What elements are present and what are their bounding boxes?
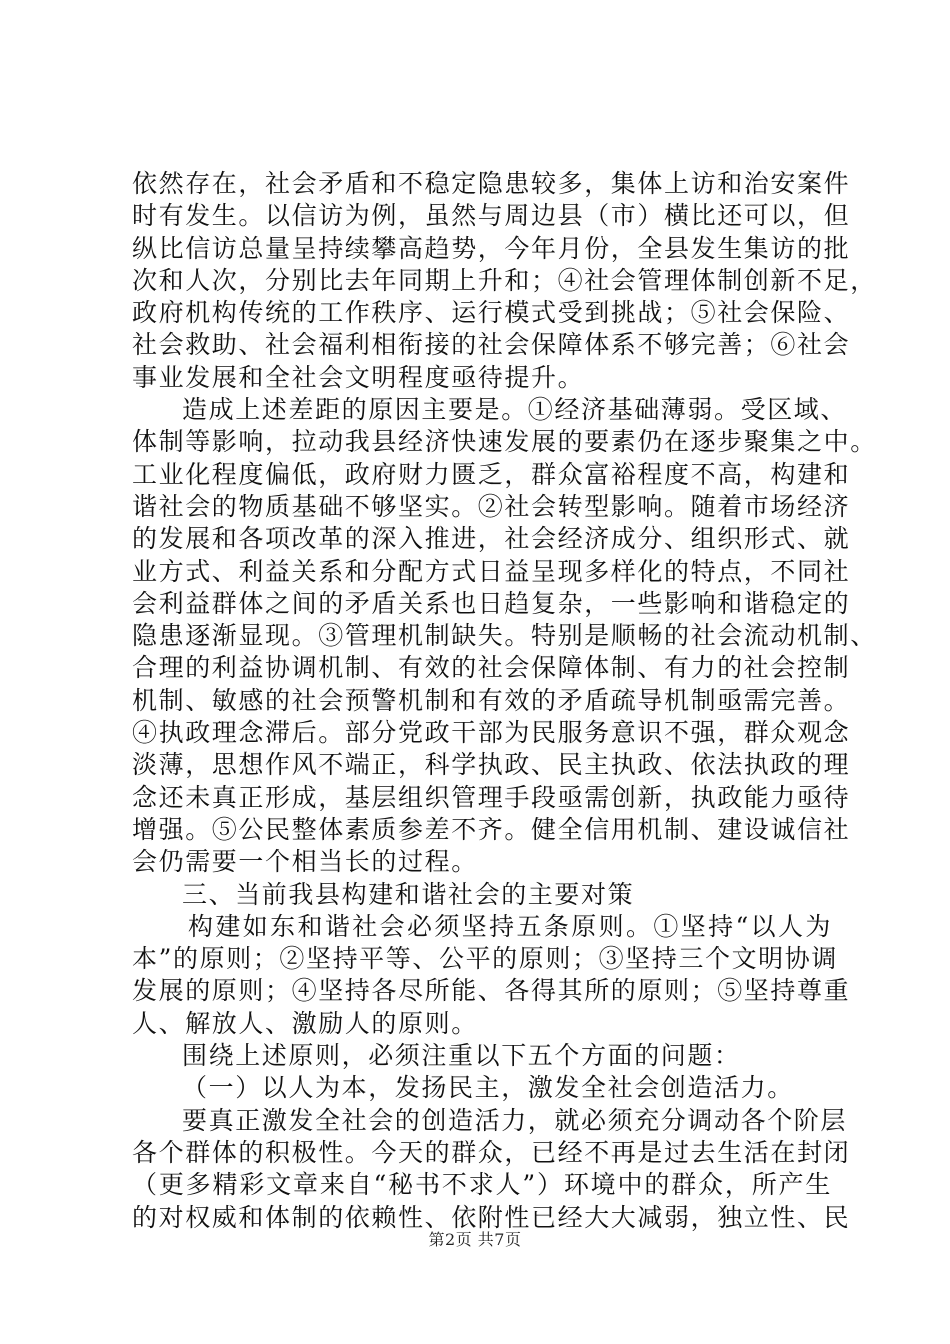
text-line: 次和人次，分别比去年同期上升和；④社会管理体制创新不足， xyxy=(132,265,877,295)
text-line: 事业发展和全社会文明程度亟待提升。 xyxy=(132,362,585,392)
text-line: 工业化程度偏低，政府财力匮乏，群众富裕程度不高，构建和 xyxy=(132,459,851,489)
document-body xyxy=(132,168,877,1234)
text-line: 机制、敏感的社会预警机制和有效的矛盾疏导机制亟需完善。 xyxy=(132,685,851,715)
text-line: 要真正激发全社会的创造活力，就必须充分调动各个阶层 xyxy=(182,1105,848,1135)
text-line: 会利益群体之间的矛盾关系也日趋复杂，一些影响和谐稳定的 xyxy=(132,588,851,618)
section-heading-countermeasures xyxy=(132,879,832,911)
paragraph-principles xyxy=(132,911,851,1040)
section-heading: 三、当前我县构建和谐社会的主要对策 xyxy=(182,879,635,909)
text-line: 构建如东和谐社会必须坚持五条原则。①坚持“以人为 xyxy=(188,911,832,941)
text-line: 隐患逐渐显现。③管理机制缺失。特别是顺畅的社会流动机制、 xyxy=(132,621,877,651)
text-line: 本”的原则；②坚持平等、公平的原则；③坚持三个文明协调 xyxy=(132,944,838,974)
paragraph-causes xyxy=(132,394,877,878)
paragraph-social-issues xyxy=(132,168,877,394)
text-line: 人、解放人、激励人的原则。 xyxy=(132,1008,478,1038)
subheading-people-oriented xyxy=(132,1072,832,1104)
text-line: 的对权威和体制的依赖性、依附性已经大大减弱，独立性、民 xyxy=(132,1202,851,1232)
text-line: 增强。⑤公民整体素质参差不齐。健全信用机制、建设诚信社 xyxy=(132,814,851,844)
text-line: 各个群体的积极性。今天的群众，已经不再是过去生活在封闭 xyxy=(132,1137,851,1167)
paragraph-five-aspects xyxy=(132,1040,832,1072)
text-line: 业方式、利益关系和分配方式日益呈现多样化的特点，不同社 xyxy=(132,556,851,586)
text-line: 念还未真正形成，基层组织管理手段亟需创新，执政能力亟待 xyxy=(132,782,851,812)
text-line: 依然存在，社会矛盾和不稳定隐患较多，集体上访和治安案件 xyxy=(132,169,851,198)
text-line: 时有发生。以信访为例，虽然与周边县（市）横比还可以，但 xyxy=(132,201,851,231)
text-line: （更多精彩文章来自“秘书不求人”）环境中的群众，所产生 xyxy=(132,1170,832,1200)
text-line: 会仍需要一个相当长的过程。 xyxy=(132,847,478,877)
text-line: 造成上述差距的原因主要是。①经济基础薄弱。受区域、 xyxy=(182,395,848,425)
text-line: 社会救助、社会福利相衔接的社会保障体系不够完善；⑥社会 xyxy=(132,330,851,360)
text-line: 围绕上述原则，必须注重以下五个方面的问题： xyxy=(182,1041,741,1071)
text-line: 纵比信访总量呈持续攀高趋势，今年月份，全县发生集访的批 xyxy=(132,233,851,263)
text-line: 淡薄，思想作风不端正，科学执政、民主执政、依法执政的理 xyxy=(132,750,851,780)
page-number-footer: 第2页 共7页 xyxy=(428,1230,522,1249)
text-line: 的发展和各项改革的深入推进，社会经济成分、组织形式、就 xyxy=(132,524,851,554)
text-line: 体制等影响，拉动我县经济快速发展的要素仍在逐步聚集之中。 xyxy=(132,427,877,457)
text-line: 发展的原则；④坚持各尽所能、各得其所的原则；⑤坚持尊重 xyxy=(132,976,851,1006)
paragraph-creativity xyxy=(132,1105,851,1234)
text-line: 合理的利益协调机制、有效的社会保障体制、有力的社会控制 xyxy=(132,653,851,683)
subsection-heading: （一）以人为本，发扬民主，激发全社会创造活力。 xyxy=(182,1073,794,1103)
text-line: ④执政理念滞后。部分党政干部为民服务意识不强，群众观念 xyxy=(132,718,851,748)
text-line: 政府机构传统的工作秩序、运行模式受到挑战；⑤社会保险、 xyxy=(132,298,851,328)
text-line: 谐社会的物质基础不够坚实。②社会转型影响。随着市场经济 xyxy=(132,491,851,521)
